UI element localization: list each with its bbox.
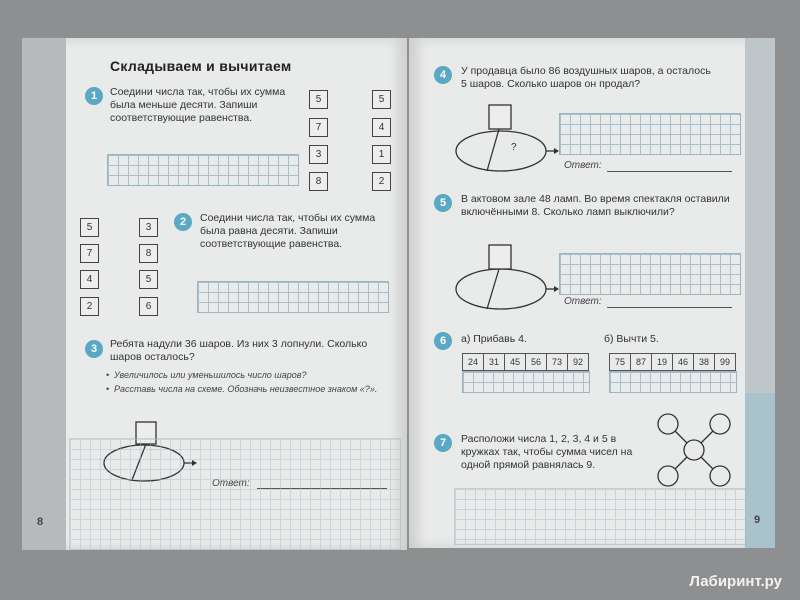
section-title: Складываем и вычитаем [110,58,292,74]
table-cell: 75 [610,354,631,370]
task3-bullet: • Увеличилось или уменьшилось число шаров? [114,370,384,381]
task3-answer-label: Ответ: [212,478,250,489]
answer-circle[interactable] [658,414,678,434]
answer-circle[interactable] [658,466,678,486]
task1-answer-grid[interactable] [107,154,299,186]
table-cell: 99 [719,357,730,367]
task3-number: 3 [85,340,103,358]
task7-number: 7 [434,434,452,452]
task1-left-box[interactable]: 8 [309,172,328,191]
task6a-answer-row[interactable] [462,371,590,393]
task2-right-box[interactable]: 8 [139,244,158,263]
task5-text: В актовом зале 48 ламп. Во время спектакля оставили включёнными 8. Сколько ламп выключили? [461,193,730,218]
task2-left-box[interactable]: 7 [80,244,99,263]
task2-number: 2 [174,213,192,231]
task1-left-box[interactable]: 7 [309,118,328,137]
task4-answer-line[interactable] [607,171,732,172]
task6b-table [609,353,736,371]
table-cell: 46 [673,354,694,370]
table-cell: 31 [484,354,505,370]
task7-background-grid [454,488,746,545]
task5-answer-grid[interactable] [559,253,741,295]
answer-circle[interactable] [710,414,730,434]
task2-text: Соедини числа так, чтобы их сумма была равна десяти. Запиши соответствующие равенства. [200,212,376,250]
task3-bullet: • Расставь числа на схеме. Обозначь неизвестное знаком «?». [114,384,384,395]
task7-text: Расположи числа 1, 2, 3, 4 и 5 в кружках так, чтобы сумма чисел на одной прямой равнялась 9. [461,433,633,471]
task6b-answer-row[interactable] [609,371,737,393]
task6a-table [462,353,589,371]
task2-right-box[interactable]: 6 [139,297,158,316]
task1-left-box[interactable]: 5 [309,90,328,109]
table-cell: 24 [463,354,484,370]
task5-number: 5 [434,194,452,212]
task1-number: 1 [85,87,103,105]
task2-right-box[interactable]: 5 [139,270,158,289]
task2-left-box[interactable]: 5 [80,218,99,237]
task2-left-box[interactable]: 2 [80,297,99,316]
task5-answer-label: Ответ: [564,296,602,307]
answer-circle[interactable] [684,440,704,460]
task7-circles-diagram [654,410,734,490]
task4-diagram-mark: ? [511,142,517,153]
table-cell: 45 [505,354,526,370]
task1-right-box[interactable]: 4 [372,118,391,137]
table-cell: 87 [631,354,652,370]
task5-scheme-diagram[interactable] [449,243,549,313]
task1-left-box[interactable]: 3 [309,145,328,164]
right-page [409,38,775,548]
task6-number: 6 [434,332,452,350]
left-page [22,38,407,550]
task2-left-box[interactable]: 4 [80,270,99,289]
page-number: 9 [754,514,761,526]
table-cell: 56 [526,354,547,370]
task3-background-grid [69,438,401,550]
task4-answer-label: Ответ: [564,160,602,171]
watermark-logo: Лабиринт.ру [689,573,782,590]
task4-number: 4 [434,66,452,84]
task1-right-box[interactable]: 1 [372,145,391,164]
task3-text: Ребята надули 36 шаров. Из них 3 лопнули. Сколько шаров осталось? [110,338,368,363]
table-cell: 38 [694,354,715,370]
task2-answer-grid[interactable] [197,281,389,313]
left-margin-strip [22,38,66,550]
task5-answer-line[interactable] [607,307,732,308]
task6b-label: б) Вычти 5. [604,333,659,345]
task4-scheme-diagram[interactable] [449,103,549,173]
task1-right-box[interactable]: 2 [372,172,391,191]
task6a-label: а) Прибавь 4. [461,333,527,345]
task1-right-box[interactable]: 5 [372,90,391,109]
task2-right-box[interactable]: 3 [139,218,158,237]
task4-answer-grid[interactable] [559,113,741,155]
table-cell: 92 [572,357,583,367]
task4-text: У продавца было 86 воздушных шаров, а осталось 5 шаров. Сколько шаров он продал? [461,65,711,90]
table-cell: 73 [547,354,568,370]
page-number: 8 [37,516,44,528]
table-cell: 19 [652,354,673,370]
task1-text: Соедини числа так, чтобы их сумма была меньше десяти. Запиши соответствующие равенства. [110,86,286,124]
answer-circle[interactable] [710,466,730,486]
